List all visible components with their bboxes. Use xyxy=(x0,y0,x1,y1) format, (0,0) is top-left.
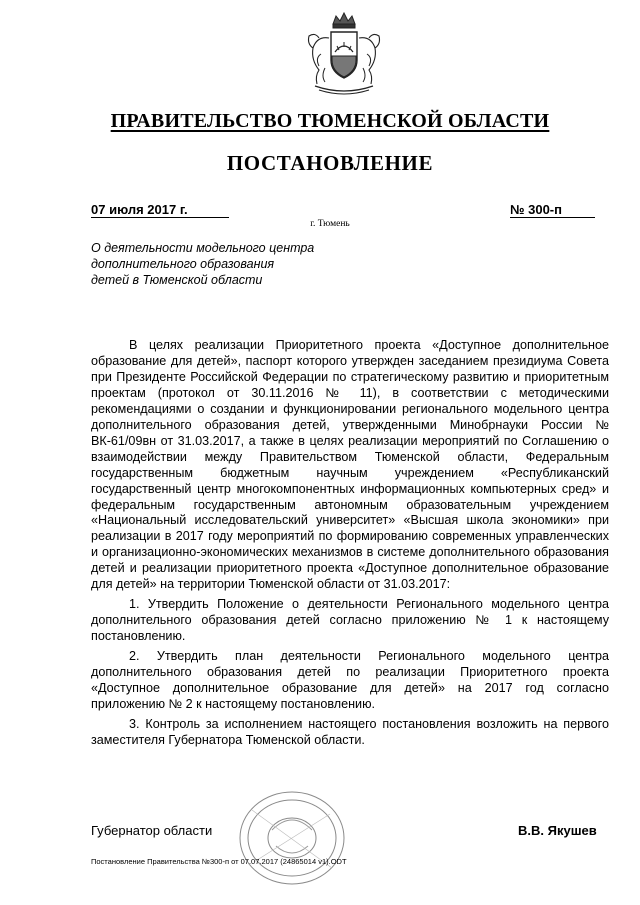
subject-line: О деятельности модельного центра xyxy=(91,241,315,255)
document-number: № 300-п xyxy=(510,202,595,218)
resolution-item: 3. Контроль за исполнением настоящего постановления возложить на первого заместителя Губернатора Тюменской области. xyxy=(91,716,609,747)
official-seal-stamp-icon xyxy=(232,790,348,890)
document-subject xyxy=(91,240,391,288)
document-body xyxy=(91,338,609,749)
document-date: 07 июля 2017 г. xyxy=(91,202,229,218)
government-title: ПРАВИТЕЛЬСТВО ТЮМЕНСКОЙ ОБЛАСТИ xyxy=(110,110,550,132)
document-city: г. Тюмень xyxy=(310,219,350,229)
coat-of-arms-icon xyxy=(303,10,385,98)
footer-file-info: Постановление Правительства №300-п от 07.07.2017 (24865014 v1).ODT xyxy=(91,857,347,866)
signer-position: Губернатор области xyxy=(91,823,213,838)
preamble-paragraph: В целях реализации Приоритетного проекта «Доступное дополнительное образование для детей», паспорт которого утвержден заседанием президиума Совета при Президенте Российской Федерации по стратегическому развитию и приоритетным проектам (протокол от 30.11.2016 № 11), в соответствии с методическими рекомендациями о создании и функционировании регионального модельного центра дополнительного образования детей, утвержденными Минобрнауки России № ВК-61/09вн от 31.03.2017, а также в целях реализации мероприятий по Соглашению о взаимодействии между Правительством Тюменской области, Федеральным государственным бюджетным научным учреждением «Республиканский государственный центр многокомпонентных информационных компьютерных сред» и федеральным государственным автономным образовательным учреждением «Национальный исследовательский университет» «Высшая школа экономики» при реализации в 2017 году мероприятий по формированию современных управленческих и организационно-экономических механизмов в системе дополнительного образования детей и реализации приоритетного проекта «Доступное дополнительное образование для детей» на территории Тюменской области от 31.03.2017: xyxy=(91,338,609,592)
resolution-item: 1. Утвердить Положение о деятельности Регионального модельного центра дополнительного образования детей согласно приложению № 1 к настоящему постановлению. xyxy=(91,597,609,644)
resolution-item: 2. Утвердить план деятельности Регионального модельного центра дополнительного образования детей по реализации Приоритетного проекта «Доступное дополнительное образование для детей» на 2017 год согласно приложению № 2 к настоящему постановлению. xyxy=(91,649,609,711)
signer-name: В.В. Якушев xyxy=(518,823,597,838)
subject-line: детей в Тюменской области xyxy=(91,273,263,287)
subject-line: дополнительного образования xyxy=(91,257,275,271)
document-type-heading: ПОСТАНОВЛЕНИЕ xyxy=(226,151,434,175)
